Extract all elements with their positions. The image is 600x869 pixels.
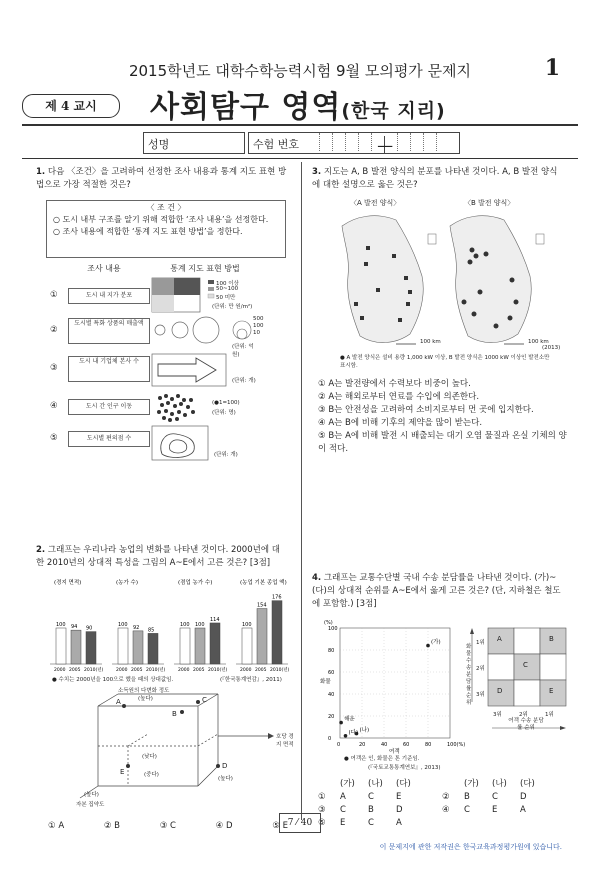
q1-row-content: 도시별 편의점 수 (68, 431, 150, 447)
q4-source: (『국토교통통계연보』, 2013) (368, 765, 441, 771)
x-tick-label: 100(%) (447, 742, 466, 748)
header-na: (나) (492, 779, 507, 789)
bar-x-label: 2000 (54, 668, 66, 673)
q1-row5-map (150, 424, 260, 464)
subject-title (150, 82, 446, 126)
diagram-low: (낮다) (142, 754, 157, 760)
exam-title: 2015학년도 대학수학능력시험 9월 모의평가 문제지 (128, 62, 472, 80)
answer-num[interactable]: ④ (442, 805, 450, 815)
q3-choice-2[interactable]: ② A는 해외로부터 연료를 수입에 의존한다. (318, 392, 480, 402)
q1-condition-2: ○ 조사 내용에 적합한 ‘통계 지도 표현 방법’을 정한다. (53, 227, 243, 236)
bar-x-label: 2000 (116, 668, 128, 673)
diagram-mid: (중다) (144, 772, 159, 778)
answer-num[interactable]: ③ (318, 805, 326, 815)
bar (242, 628, 252, 664)
q2-stem (36, 544, 288, 570)
y-tick-label: 20 (328, 714, 335, 720)
bar (118, 628, 128, 664)
bar (148, 633, 158, 664)
header-da: (다) (396, 779, 411, 789)
y-tick-label: 60 (328, 670, 335, 676)
header-rule (22, 124, 578, 126)
bar-x-label: 2005 (193, 668, 205, 673)
bar-value-label: 154 (257, 602, 267, 609)
header-ga: (가) (464, 779, 479, 789)
name-label: 성명 (148, 138, 170, 151)
bar-value-label: 90 (86, 625, 93, 632)
bar (133, 631, 143, 664)
q1-conditions-title: 〈 조 건 〉 (146, 203, 186, 212)
y-tick-label: 100 (328, 626, 338, 632)
exam-number-box (248, 132, 460, 154)
y-unit: (%) (324, 620, 333, 626)
answer-num[interactable]: ⑤ (318, 818, 326, 828)
q1-row-content: 도시 간 인구 이동 (68, 399, 150, 415)
q1-row-num[interactable]: ③ (50, 363, 58, 373)
q1-stem (36, 166, 288, 192)
q3-stem (312, 166, 564, 192)
page-indicator: 7 ⁄ 40 (279, 813, 321, 833)
q1-row-content: 도시 내 기업체 본사 수 (68, 356, 150, 382)
bar-x-label: 2010(년) (84, 668, 104, 673)
grid-axis-x: 여객 수송 분담률 순위 (508, 718, 544, 731)
rank-y-3: 3위 (476, 692, 485, 698)
exam-number-label: 수험 번호 (253, 138, 300, 151)
answer-cell: B (464, 792, 470, 802)
q2-choice-3[interactable]: ③ C (159, 821, 176, 831)
legend-unit: (단위: 개) (214, 452, 238, 458)
q2-bar-charts (44, 578, 294, 678)
rank-x-2: 2위 (519, 712, 528, 718)
q3-choices (318, 378, 568, 456)
session-label: 제 4 교시 (22, 94, 120, 118)
answer-cell: C (368, 792, 374, 802)
q1-row4-map (150, 388, 260, 426)
q1-row-num[interactable]: ⑤ (50, 433, 58, 443)
bar-x-label: 2000 (178, 668, 190, 673)
flow-arrow-icon (150, 350, 260, 390)
map-a-label: 〈A 발전 양식〉 (350, 199, 401, 207)
scatter-point-label: (다) (348, 729, 359, 736)
header-na: (나) (368, 779, 383, 789)
q4-note: ● 여객은 인, 화물은 톤 기준임. (344, 756, 420, 762)
q1-row-content: 도시별 특화 상품의 매출액 (68, 318, 150, 344)
y-tick-label: 0 (328, 736, 332, 742)
x-tick-label: 40 (381, 742, 388, 748)
q4-stem (312, 572, 564, 611)
q1-row3-map (150, 350, 260, 390)
q2-3d-diagram (68, 686, 298, 808)
q4-scatter (318, 616, 468, 756)
scatter-point-label: (나) (359, 727, 370, 734)
diagram-axis-right: 호당 경지 면적 (276, 734, 294, 748)
column-divider (301, 162, 302, 820)
answer-cell: B (368, 805, 374, 815)
legend: 100 (253, 323, 264, 329)
answer-cell: D (520, 792, 527, 802)
q3-source: (2013) (542, 345, 561, 351)
bar-chart-title: (겸업 농가 수) (178, 580, 213, 586)
q2-choice-1[interactable]: ① A (48, 821, 65, 831)
copyright-note: 이 문제지에 관한 저작권은 한국교육과정평가원에 있습니다. (379, 843, 562, 851)
axis-label: 소득원의 다변화 정도 (118, 688, 170, 694)
q4-number: 4. (312, 573, 322, 583)
q1-row-num[interactable]: ② (50, 325, 58, 335)
y-tick-label: 80 (328, 648, 335, 654)
bar-x-label: 2010(년) (146, 668, 166, 673)
y-axis-label: 화물 (320, 679, 331, 685)
bar (86, 632, 96, 664)
q1-number: 1. (36, 167, 46, 177)
q2-choice-4[interactable]: ④ D (215, 821, 233, 831)
answer-cell: E (340, 818, 346, 828)
q2-chart-source: (『한국통계연감』, 2011) (220, 677, 282, 683)
scale-a: 100 km (420, 339, 441, 345)
rank-x-1: 1위 (545, 712, 554, 718)
subject-main: 사회탐구 영역 (150, 90, 342, 125)
bar-value-label: 100 (180, 622, 190, 628)
bar (195, 628, 205, 664)
cube-diagram-icon (68, 686, 298, 808)
q4-rank-grid (466, 624, 570, 748)
bar-value-label: 100 (118, 622, 128, 628)
q2-chart-note: ● 수치는 2000년을 100으로 했을 때의 상대값임. (52, 677, 174, 683)
legend-unit: (단위: 만 원/m²) (212, 304, 253, 310)
answer-cell: E (396, 792, 402, 802)
korea-maps-icon (336, 206, 554, 366)
q3-choice-3[interactable]: ③ B는 안전성을 고려하여 소비지로부터 먼 곳에 입지한다. (318, 405, 534, 415)
q2-number: 2. (36, 545, 46, 555)
cell-d: D (497, 687, 503, 695)
q1-conditions-box (46, 200, 286, 258)
grid-axis-y: 화물 수송 분담률 순위 (466, 644, 472, 706)
bar-x-label: 2005 (255, 668, 267, 673)
q3-choice-1[interactable]: ① A는 발전량에서 수력보다 비중이 높다. (318, 379, 471, 389)
page-number: 1 (544, 55, 560, 81)
scatter-point-label: 해운 (344, 716, 355, 723)
bar-value-label: 100 (56, 622, 66, 628)
point-a: A (116, 698, 121, 706)
bar (71, 630, 81, 664)
cell-e: E (549, 687, 554, 695)
diagram-axis-front: 자본 집약도 (76, 802, 105, 808)
q1-row-num[interactable]: ① (50, 290, 58, 300)
page-total: 40 (300, 818, 313, 828)
y-tick-label: 40 (328, 692, 335, 698)
q3-stem-text: 지도는 A, B 발전 양식의 분포를 나타낸 것이다. A, B 발전 양식에 대한 설명으로 옳은 것은? (312, 167, 558, 190)
cell-a: A (497, 635, 502, 643)
dot-map-icon (150, 388, 260, 426)
rank-y-2: 2위 (476, 666, 485, 672)
q2-choice-5[interactable]: ⑤ E (272, 821, 288, 831)
q2-charts-svg (44, 578, 294, 678)
bar (210, 623, 220, 664)
answer-cell: C (492, 792, 498, 802)
bar (257, 609, 267, 664)
scatter-point-label: (가) (431, 639, 441, 646)
diagram-axis-top (118, 686, 169, 694)
q3-note: ● A 발전 양식은 설비 용량 1,000 kW 이상, B 발전 양식은 1000 kW 이상인 발전소만 표시함. (340, 355, 550, 369)
x-tick-label: 0 (337, 742, 341, 748)
header-ga: (가) (340, 779, 355, 789)
answer-cell: C (340, 805, 346, 815)
q4-answer-table (318, 778, 568, 830)
q1-row-num[interactable]: ④ (50, 401, 58, 411)
rank-x-3: 3위 (493, 712, 502, 718)
q1-condition-1: ○ 도시 내부 구조를 알기 위해 적합한 ‘조사 내용’을 선정한다. (53, 215, 269, 224)
legend-unit: (단위: 개) (232, 378, 256, 384)
scatter-point (344, 734, 348, 738)
exam-number-cells[interactable]: — (307, 133, 437, 155)
x-axis-label: 여객 (389, 749, 400, 755)
q1-row1-map (150, 276, 260, 314)
answer-cell: A (520, 805, 526, 815)
bar-x-label: 2005 (131, 668, 143, 673)
q2-stem-text: 그래프는 우리나라 농업의 변화를 나타낸 것이다. 2000년에 대한 2010년의 상대적 특성을 그림의 A~E에서 고른 것은? [3점] (36, 545, 280, 568)
q4-stem-text: 그래프는 교통수단별 국내 수송 분담률을 나타낸 것이다. (가)~(다)의 상대적 순위를 A~E에서 옳게 고른 것은? (단, 지하철은 철도에 포함함.) [3점] (312, 573, 561, 609)
bar-chart-title: (농가 수) (116, 580, 138, 586)
bar-value-label: 85 (148, 627, 155, 634)
answer-cell: A (340, 792, 346, 802)
q3-number: 3. (312, 167, 322, 177)
bar-x-label: 2010(년) (208, 668, 228, 673)
bar-value-label: 100 (195, 622, 205, 628)
point-b: B (172, 710, 177, 718)
diagram-low-left: (높다) (84, 792, 99, 798)
bar-x-label: 2010(년) (270, 668, 290, 673)
x-tick-label: 20 (359, 742, 366, 748)
legend: 100 이상 (216, 281, 239, 287)
answer-cell: D (396, 805, 403, 815)
q4-answer-row[interactable] (318, 804, 568, 817)
q1-col-header-method: 통계 지도 표현 방법 (170, 264, 240, 273)
q2-choice-2[interactable]: ② B (103, 821, 120, 831)
point-d: D (222, 762, 228, 770)
bar-value-label: 92 (133, 624, 140, 631)
subject-sub: (한국 지리) (341, 100, 446, 122)
bar-x-label: 2000 (240, 668, 252, 673)
q1-stem-text: 다음 〈조건〉을 고려하여 선정한 조사 내용과 통계 지도 표현 방법으로 가장 적절한 것은? (36, 167, 287, 190)
bar-chart-title: (경지 면적) (54, 580, 82, 586)
answer-num[interactable]: ① (318, 792, 326, 802)
scale-b: 100 km (528, 339, 549, 345)
answer-cell: C (464, 805, 470, 815)
legend: 10 (253, 330, 260, 336)
x-tick-label: 80 (425, 742, 432, 748)
q4-answer-row[interactable] (318, 791, 568, 804)
point-e: E (120, 768, 125, 776)
page-current: 7 (287, 818, 294, 828)
map-b-label: 〈B 발전 양식〉 (464, 199, 515, 207)
isoline-map-icon (150, 424, 260, 464)
diagram-axis-top-sub: (높다) (138, 696, 153, 702)
x-tick-label: 60 (403, 742, 410, 748)
answer-num[interactable]: ② (442, 792, 450, 802)
name-box (143, 132, 245, 154)
rank-y-1: 1위 (476, 640, 485, 646)
legend: 50 미만 (216, 295, 236, 301)
scatter-point (339, 721, 343, 725)
q4-answer-header (318, 778, 568, 791)
answer-cell: A (396, 818, 402, 828)
legend: 500 (253, 316, 264, 322)
bar (272, 601, 282, 664)
answer-cell: E (492, 805, 498, 815)
diagram-high: (높다) (218, 776, 233, 782)
q4-scatter-svg (318, 616, 468, 756)
q4-answer-row[interactable] (318, 817, 568, 830)
q1-row2-map (150, 314, 264, 358)
bar-value-label: 176 (272, 594, 282, 601)
q3-maps (336, 196, 554, 366)
bar-value-label: 100 (242, 622, 252, 628)
bar-chart-title: (농업 기본 종업 액) (240, 580, 287, 586)
q1-col-header-content: 조사 내용 (87, 264, 121, 273)
bar-value-label: 94 (71, 624, 78, 631)
bar-value-label: 114 (210, 616, 220, 623)
legend-unit: (단위: 명) (212, 410, 236, 416)
bar (180, 628, 190, 664)
answer-cell: C (368, 818, 374, 828)
name-rule (22, 158, 578, 159)
legend-unit: (단위: 억 원) (232, 344, 254, 358)
q2-choices (48, 820, 288, 833)
cell-c: C (523, 661, 528, 669)
legend: (●1=100) (212, 400, 240, 406)
q1-row-content: 도시 내 지가 분포 (68, 288, 150, 304)
q3-choice-4[interactable]: ④ A는 B에 비해 기후의 제약을 많이 받는다. (318, 418, 483, 428)
cell-b: B (549, 635, 554, 643)
bar-x-label: 2005 (69, 668, 81, 673)
scatter-point (426, 644, 430, 648)
q3-choice-5[interactable]: ⑤ B는 A에 비해 발전 시 배출되는 대기 오염 물질과 온실 기체의 양이 적다. (318, 431, 567, 454)
legend: 50~100 (216, 286, 239, 292)
header-da: (다) (520, 779, 535, 789)
point-c: C (202, 696, 207, 704)
bar (56, 628, 66, 664)
